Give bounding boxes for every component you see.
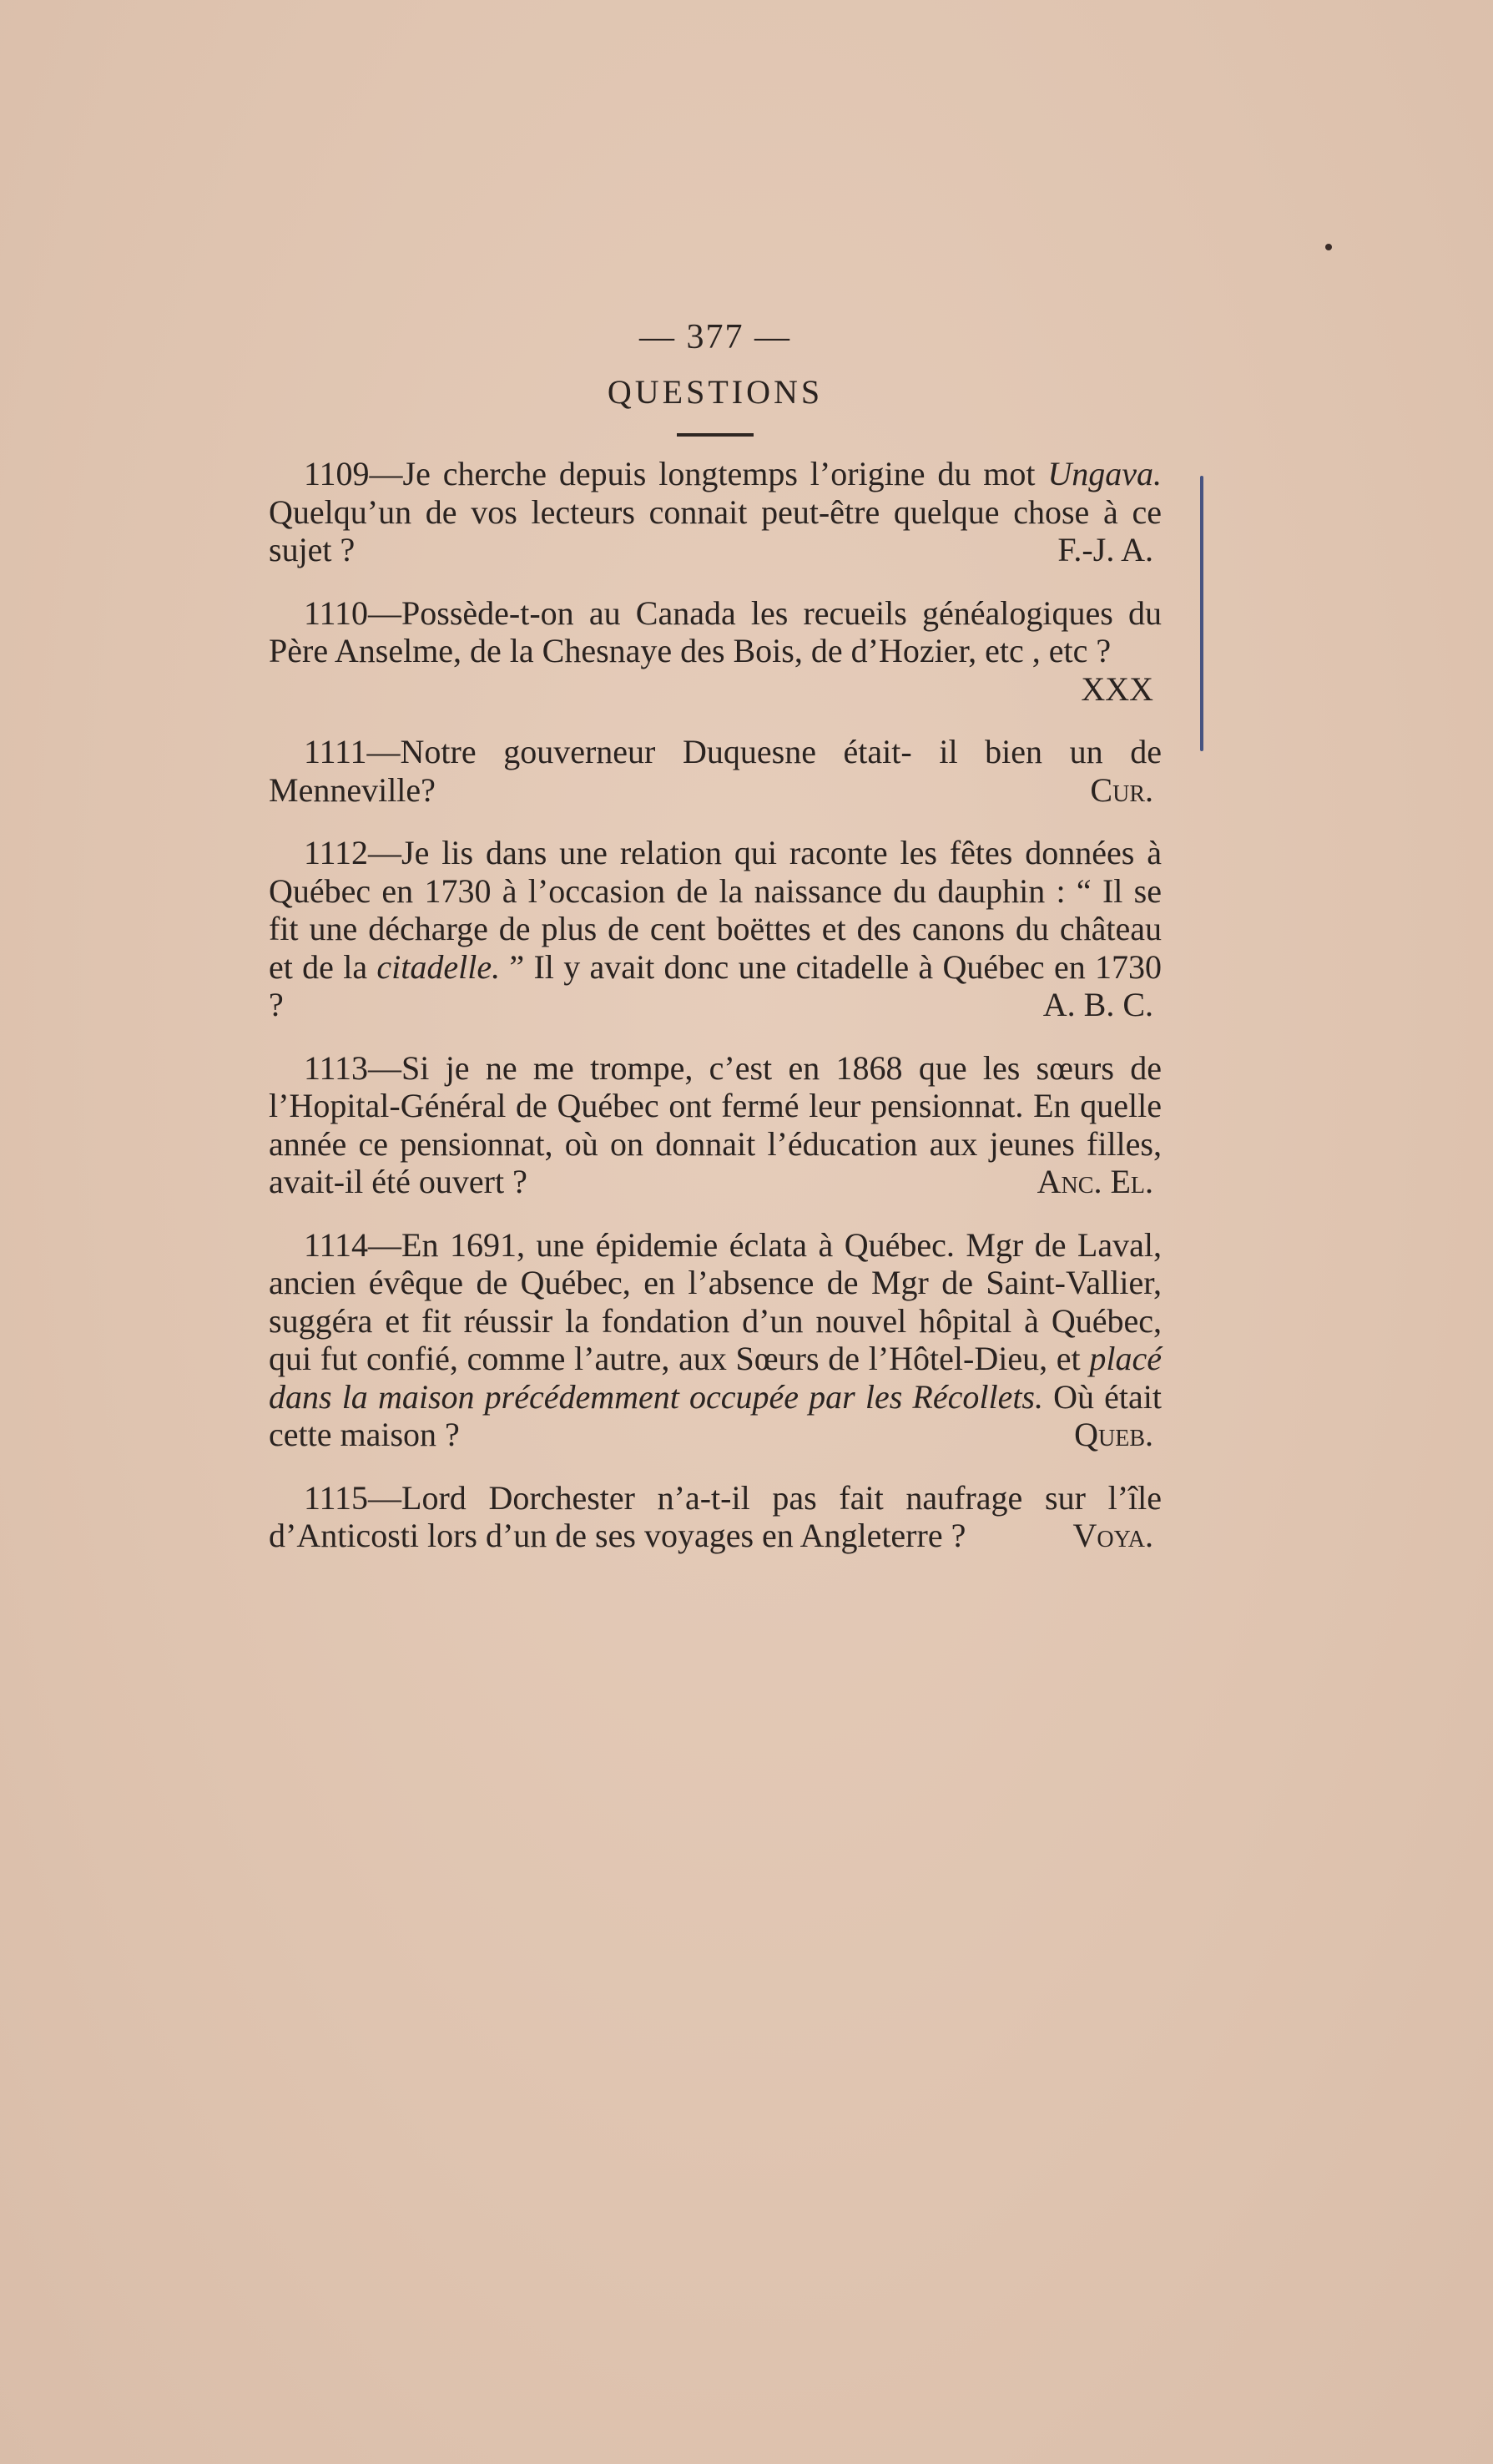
- question-signature: F.-J. A.: [1057, 531, 1153, 568]
- question-signature: Voya.: [1072, 1517, 1153, 1554]
- italic-text: Ungava.: [1047, 455, 1162, 492]
- question-body-text: —Je cherche depuis longtemps l’origine du mot: [369, 455, 1048, 492]
- question-entry: [269, 594, 1162, 709]
- question-entry: [269, 1049, 1162, 1201]
- question-signature: Cur.: [1090, 770, 1153, 809]
- margin-pen-mark: [1200, 476, 1203, 751]
- section-title: QUESTIONS: [607, 373, 824, 411]
- question-signature: A. B. C.: [1042, 986, 1153, 1023]
- question-body-text: —Possède-t-on au Canada les recueils généalogiques du Père Anselme, de la Chesnaye des Bois, de d’Hozier, etc , etc ?: [269, 593, 1162, 669]
- italic-text: citadelle.: [376, 947, 501, 986]
- question-text: [269, 1049, 1162, 1201]
- question-number: 1115: [304, 1478, 369, 1517]
- question-text: [269, 834, 1162, 1024]
- question-signature: Queb.: [1074, 1416, 1153, 1453]
- question-number: 1114: [304, 1225, 369, 1264]
- question-entry: [269, 1479, 1162, 1555]
- page-content: [269, 317, 1162, 1580]
- question-number: 1110: [304, 593, 369, 632]
- paper-speck: [1325, 244, 1332, 250]
- question-text: [269, 733, 1162, 809]
- question-body-text: —Notre gouverneur Duquesne était- il bien un de Menneville?: [269, 733, 1162, 809]
- question-signature: Anc. El.: [1037, 1163, 1153, 1200]
- question-body-text: —Lord Dorchester n’a-t-il pas fait naufrage sur l’île d’Anticosti lors d’un de ses voyages en Angleterre ?: [269, 1478, 1162, 1554]
- question-body-text: —Si je ne me trompe, c’est en 1868 que les sœurs de l’Hopital-Général de Québec ont fermé leur pensionnat. En quelle année ce pensionnat, où on donnait l’éducation aux jeunes filles, avait-il été ouvert ?: [269, 1048, 1162, 1200]
- question-body-text: —Je lis dans une relation qui raconte les fêtes données à Québec en 1730 à l’occasion de la naissance du dauphin : “ Il se fit une décharge de plus de cent boëttes et des canons du château et de la: [269, 834, 1162, 986]
- question-body-text: Où était cette maison ?: [269, 1377, 1162, 1453]
- question-entry: [269, 834, 1162, 1024]
- question-entry: [269, 733, 1162, 809]
- question-signature: XXX: [1081, 669, 1153, 708]
- question-text: [269, 1226, 1162, 1454]
- question-text: [269, 1479, 1162, 1555]
- question-text: [269, 594, 1162, 709]
- question-body-text: —En 1691, une épidemie éclata à Québec. Mgr de Laval, ancien évêque de Québec, en l’absence de Mgr de Saint-Vallier, suggéra et fit réussir la fondation d’un nouvel hôpital à Québec, qui fut confié, comme l’autre, aux Sœurs de l’Hôtel-Dieu, et: [269, 1225, 1162, 1377]
- question-body-text: Quelqu’un de vos lecteurs connait peut-être quelque chose à ce sujet ?: [269, 492, 1162, 568]
- question-number: 1111: [304, 733, 367, 770]
- question-entry: [269, 1226, 1162, 1454]
- question-body-text: ” Il y avait donc une citadelle à Québec en 1730 ?: [269, 947, 1162, 1023]
- questions-list: [269, 455, 1162, 1555]
- question-text: [269, 455, 1162, 569]
- title-rule: [677, 433, 754, 437]
- question-entry: [269, 455, 1162, 569]
- page-number: — 377 —: [639, 318, 791, 356]
- question-number: 1109: [304, 455, 370, 492]
- question-number: 1113: [304, 1048, 369, 1087]
- question-number: 1112: [304, 834, 369, 871]
- italic-text: placé dans la maison précédemment occupée par les Récollets.: [269, 1340, 1162, 1416]
